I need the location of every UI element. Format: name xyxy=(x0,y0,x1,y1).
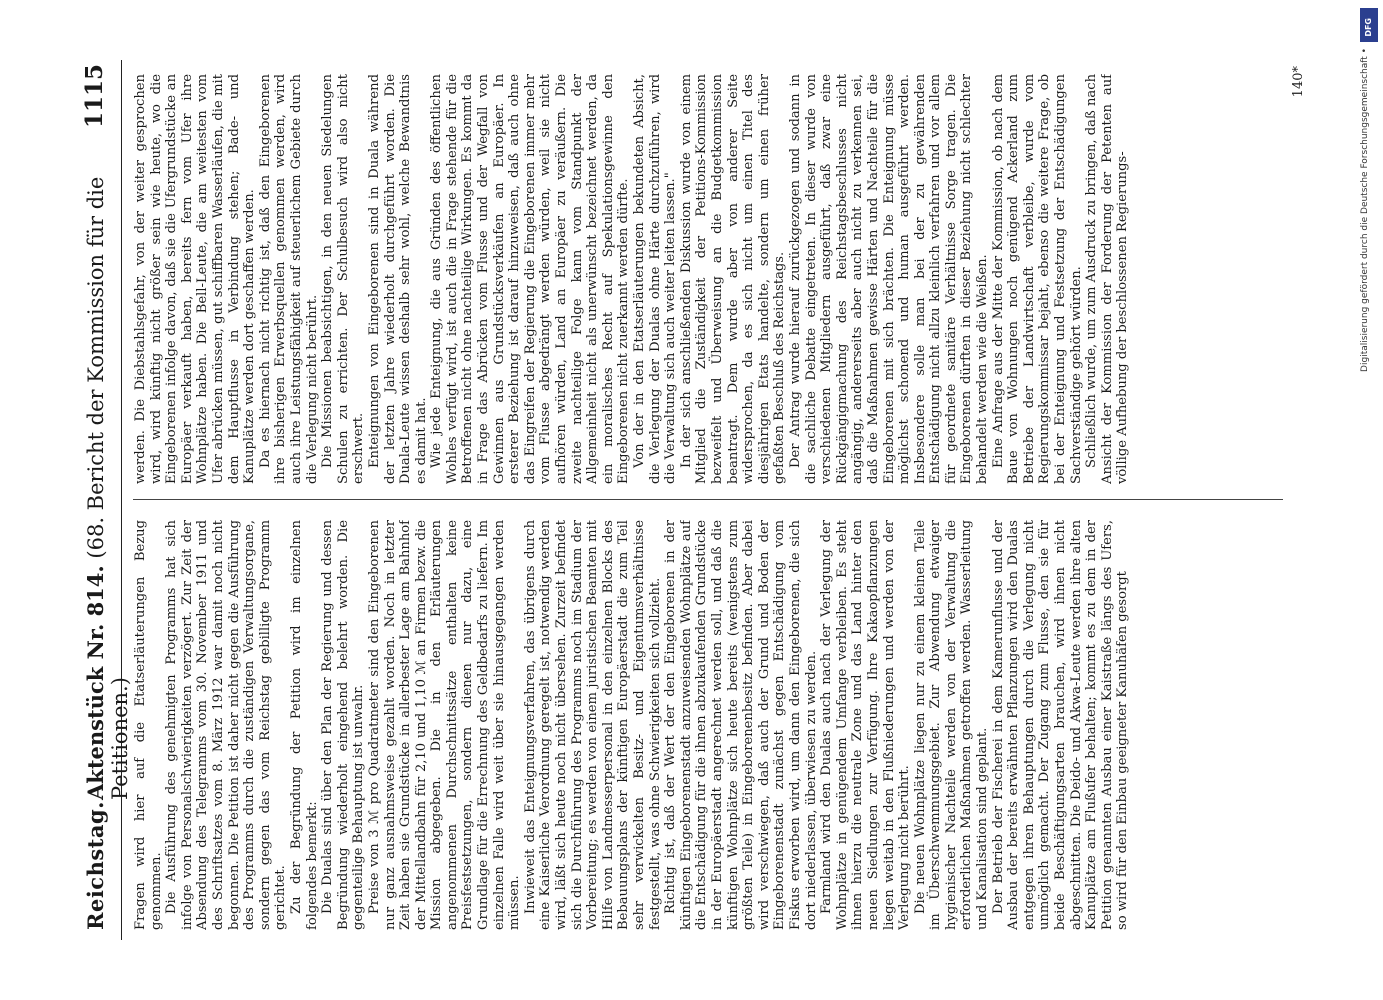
signature-mark: 140* xyxy=(1291,66,1306,98)
paragraph: werden. Die Diebstahlsgefahr, von der weiter gesprochen wird, wird künftig nicht größer sein wie heute, wo die Eingeborenen infolge davon, daß sie die Ufergrundstücke an Europäer verkauft haben, bereits fern vom Ufer ihre Wohnplätze haben. Die Bell-Leute, die am weitesten vom Ufer abrücken müssen, gut schiffbaren Wasserläufen, die mit dem Hauptflusse in Verbindung stehen; Bade- und Kanuplätze werden dort geschaffen werden. xyxy=(133,74,258,484)
rotated-page-content xyxy=(47,60,1337,940)
dfg-logo xyxy=(1360,8,1378,42)
paragraph: Farmland wird den Dualas auch nach der Verlegung der Wohnplätze in genügendem Umfange verbleiben. Es steht ihnen hierzu die neutrale Zone und das Land hinter den neuen Siedlungen zur Verfügung. Ihre Kakaopflanzungen liegen weitab in den Flußniederungen und werden von der Verlegung nicht berührt. xyxy=(819,520,913,930)
paragraph: Enteignungen von Eingeborenen sind in Duala während der letzten Jahre wiederholt durchgeführt worden. Die Duala-Leute wissen deshalb sehr wohl, welche Bewandtnis es damit hat. xyxy=(366,74,429,484)
header-aktenstueck: Aktenstück Nr. 814. xyxy=(83,565,108,800)
paragraph: Der Antrag wurde hierauf zurückgezogen und sodann in die sachliche Debatte eingetreten. In dieser wurde von verschiedenen Mitgliedern ausgeführt, daß zwar eine Rückgängigmachung des Reichstagsbeschlusses nicht angängig, andererseits aber auch nicht zu verkennen sei, daß die Maßnahmen gewisse Härten und Nachteile für die Eingeborenen mit sich brächten. Die Enteignung müsse möglichst schonend und human ausgeführt werden. Insbesondere solle man bei der zu gewährenden Entschädigung nicht allzu kleinlich verfahren und vor allem für geordnete sanitäre Verhältnisse Sorge tragen. Die Eingeborenen dürften in dieser Beziehung nicht schlechter behandelt werden wie die Weißen. xyxy=(787,74,991,484)
paragraph: Zu der Begründung der Petition wird im einzelnen folgendes bemerkt: xyxy=(288,520,320,930)
paragraph: Die neuen Wohnplätze liegen nur zu einem kleinen Teile im Überschwemmungsgebiet. Zur Abwendung etwaiger hygienischer Nachteile werden von der Verwaltung die erforderlichen Maßnahmen getroffen werden. Wasserleitung und Kanalisation sind geplant. xyxy=(912,520,991,930)
page-header xyxy=(77,60,132,940)
paragraph: Inwieweit das Enteignungsverfahren, das übrigens durch eine Kaiserliche Verordnung geregelt ist, notwendig werden wird, läßt sich heute noch nicht übersehen. Zurzeit befindet sich die Durchführung des Programms noch im Stadium der Vorbereitung; es werden von einem juristischen Beamten mit Hilfe von Landmesserpersonal in den einzelnen Blocks des Bebauungsplans der künftigen Europäerstadt die zum Teil sehr verwickelten Besitz- und Eigentumsverhältnisse festgestellt, was ohne Schwierigkeiten sich vollzieht. xyxy=(522,520,663,930)
paragraph: In der sich anschließenden Diskussion wurde von einem Mitglied die Zuständigkeit der Petitions-Kommission bezweifelt und Überweisung an die Budgetkommission beantragt. Dem wurde aber von anderer Seite widersprochen, da es sich nicht um einen Titel des diesjährigen Etats handelte, sondern um einen früher gefaßten Beschluß des Reichstags. xyxy=(678,74,788,484)
paragraph: Fragen wird hier auf die Etatserläuterungen Bezug genommen. xyxy=(133,520,164,930)
paragraph: Eine Anfrage aus der Mitte der Kommission, ob nach dem Baue von Wohnungen noch genügend Ackerland zum Betriebe der Landwirtschaft verbleibe, wurde vom Regierungskommissar bejaht, ebenso die weitere Frage, ob bei der Enteignung und Festsetzung der Entschädigungen Sachverständige gehört würden. xyxy=(990,74,1084,484)
dfg-funding-note: Digitalisierung gefördert durch die Deutsche Forschungsgemeinschaft • xyxy=(1360,48,1370,372)
page-number: 1115 xyxy=(81,64,108,129)
paragraph: Von der in den Etatserläuterungen bekundeten Absicht, die Verlegung der Dualas ohne Härte durchzuführen, wird die Verwaltung sich auch weiter leiten lassen." xyxy=(632,74,679,484)
text-column-right xyxy=(133,74,1283,484)
paragraph: Schließlich wurde, um zum Ausdruck zu bringen, daß nach Ansicht der Kommission der Forderung der Petenten auf völlige Aufhebung der beschlossenen Regierungs- xyxy=(1084,74,1131,484)
paragraph: Der Betrieb der Fischerei in dem Kamerunflusse und der Ausbau der bereits erwähnten Pflanzungen wird den Dualas entgegen ihren Behauptungen durch die Verlegung nicht unmöglich gemacht. Der Zugang zum Flusse, den sie für beide Beschäftigungsarten brauchen, wird ihnen nicht abgeschnitten. Die Deido- und Akwa-Leute werden ihre alten Kanuplätze am Flußufer behalten; kommt es zu dem in der Petition genannten Ausbau einer Kaistraße längs des Ufers, so wird für den Einbau geeigneter Kanuhäfen gesorgt xyxy=(990,520,1131,930)
digitization-stamp xyxy=(1357,0,1381,1000)
header-bericht: (68. Bericht der Kommission für die Petitionen.) xyxy=(84,176,132,800)
paragraph: Da es hiernach nicht richtig ist, daß den Eingeborenen ihre bisherigen Erwerbsquellen genommen werden, wird auch ihre Leistungsfähigkeit auf steuerlichem Gebiete durch die Verlegung nicht berührt. xyxy=(257,74,320,484)
text-column-left xyxy=(133,520,1283,930)
paragraph: Die Missionen beabsichtigen, in den neuen Siedelungen Schulen zu errichten. Der Schulbesuch wird also nicht erschwert. xyxy=(320,74,367,484)
column-divider xyxy=(133,499,1283,500)
header-reichstag: Reichstag. xyxy=(83,801,108,930)
paragraph: Die Dualas sind über den Plan der Regierung und dessen Begründung wiederholt eingehend belehrt worden. Die gegenteilige Behauptung ist unwahr. xyxy=(320,520,367,930)
paragraph: Wie jede Enteignung, die aus Gründen des öffentlichen Wohles verfügt wird, ist auch die in Frage stehende für die Betroffenen nicht ohne nachteilige Wirkungen. Es kommt da in Frage das Abrücken vom Flusse und der Wegfall von Gewinnen aus Grundstücksverkäufen an Europäer. In ersterer Beziehung ist darauf hinzuweisen, daß auch ohne das Eingreifen der Regierung die Eingeborenen immer mehr vom Flusse abgedrängt werden würden, weil sie nicht aufhören würden, Land an Europäer zu veräußern. Die zweite nachteilige Folge kann vom Standpunkt der Allgemeinheit nicht als unerwünscht bezeichnet werden, da ein moralisches Recht auf Spekulationsgewinne den Eingeborenen nicht zuerkannt werden dürfte. xyxy=(429,74,632,484)
paragraph: Richtig ist, daß der Wert der den Eingeborenen in der künftigen Eingeborenenstadt anzuweisenden Wohnplätze auf die Entschädigung für die ihnen abzukaufenden Grundstücke in der Europäerstadt angerechnet werden soll, und daß die künftigen Wohnplätze sich heute bereits (wenigstens zum größten Teile) in Eingeborenenbesitz befinden. Aber dabei wird verschwiegen, daß auch der Grund und Boden der Eingeborenenstadt zunächst gegen Entschädigung vom Fiskus erworben wird, um dann den Eingeborenen, die sich dort niederlassen, überwiesen zu werden. xyxy=(663,520,819,930)
dfg-logo-text: DFG xyxy=(1364,18,1373,37)
paragraph: Die Ausführung des genehmigten Programms hat sich infolge von Personalschwierigkeiten verzögert. Zur Zeit der Absendung des Telegramms vom 30. November 1911 und des Schriftsatzes vom 8. März 1912 war damit noch nicht begonnen. Die Petition ist daher nicht gegen die Ausführung des Programms durch die zuständigen Verwaltungsorgane, sondern gegen das vom Reichstag gebilligte Programm gerichtet. xyxy=(164,520,289,930)
header-title xyxy=(83,60,132,800)
paragraph: Preise von 3 ℳ pro Quadratmeter sind den Eingeborenen nur ganz ausnahmsweise gezahlt worden. Noch in letzter Zeit haben sie Grundstücke in allerbester Lage am Bahnhof der Mittellandbahn für 2,10 und 1,10 ℳ an Firmen bezw. die Mission abgegeben. Die in den Erläuterungen angenommenen Durchschnittssätze enthalten keine Preisfestsetzungen, sondern dienen nur dazu, eine Grundlage für die Errechnung des Geldbedarfs zu liefern. Im einzelnen Falle wird weit über sie hinausgegangen werden müssen. xyxy=(366,520,523,930)
